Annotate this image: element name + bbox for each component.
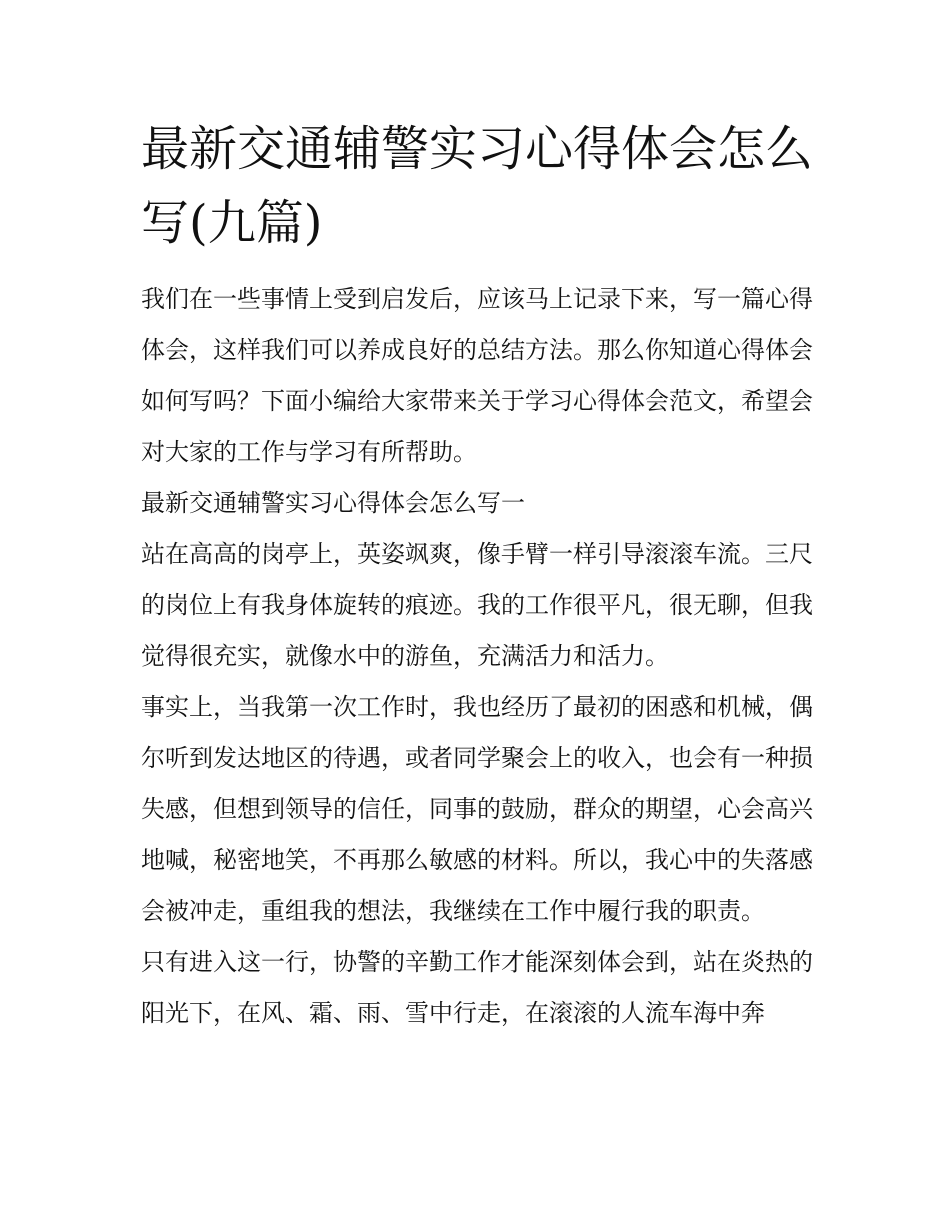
document-content <box>141 112 813 1039</box>
intro-paragraph: 我们在一些事情上受到启发后，应该马上记录下来，写一篇心得体会，这样我们可以养成良好的总结方法。那么你知道心得体会如何写吗？下面小编给大家带来关于学习心得体会范文，希望会对大家的工作与学习有所帮助。 <box>141 285 813 466</box>
body-paragraph-3: 只有进入这一行，协警的辛勤工作才能深刻体会到，站在炎热的阳光下，在风、霜、雨、雪中行走，在滚滚的人流车海中奔 <box>141 948 813 1027</box>
section-heading: 最新交通辅警实习心得体会怎么写一 <box>141 489 525 517</box>
body-paragraph-1: 站在高高的岗亭上，英姿飒爽，像手臂一样引导滚滚车流。三尺的岗位上有我身体旋转的痕迹。我的工作很平凡，很无聊，但我觉得很充实，就像水中的游鱼，充满活力和活力。 <box>141 540 813 670</box>
document-body <box>141 274 813 1039</box>
document-title: 最新交通辅警实习心得体会怎么写(九篇) <box>141 121 814 251</box>
body-paragraph-2: 事实上，当我第一次工作时，我也经历了最初的困惑和机械，偶尔听到发达地区的待遇，或者同学聚会上的收入，也会有一种损失感，但想到领导的信任，同事的鼓励，群众的期望，心会高兴地喊，秘密地笑，不再那么敏感的材料。所以，我心中的失落感会被冲走，重组我的想法，我继续在工作中履行我的职责。 <box>141 693 813 925</box>
